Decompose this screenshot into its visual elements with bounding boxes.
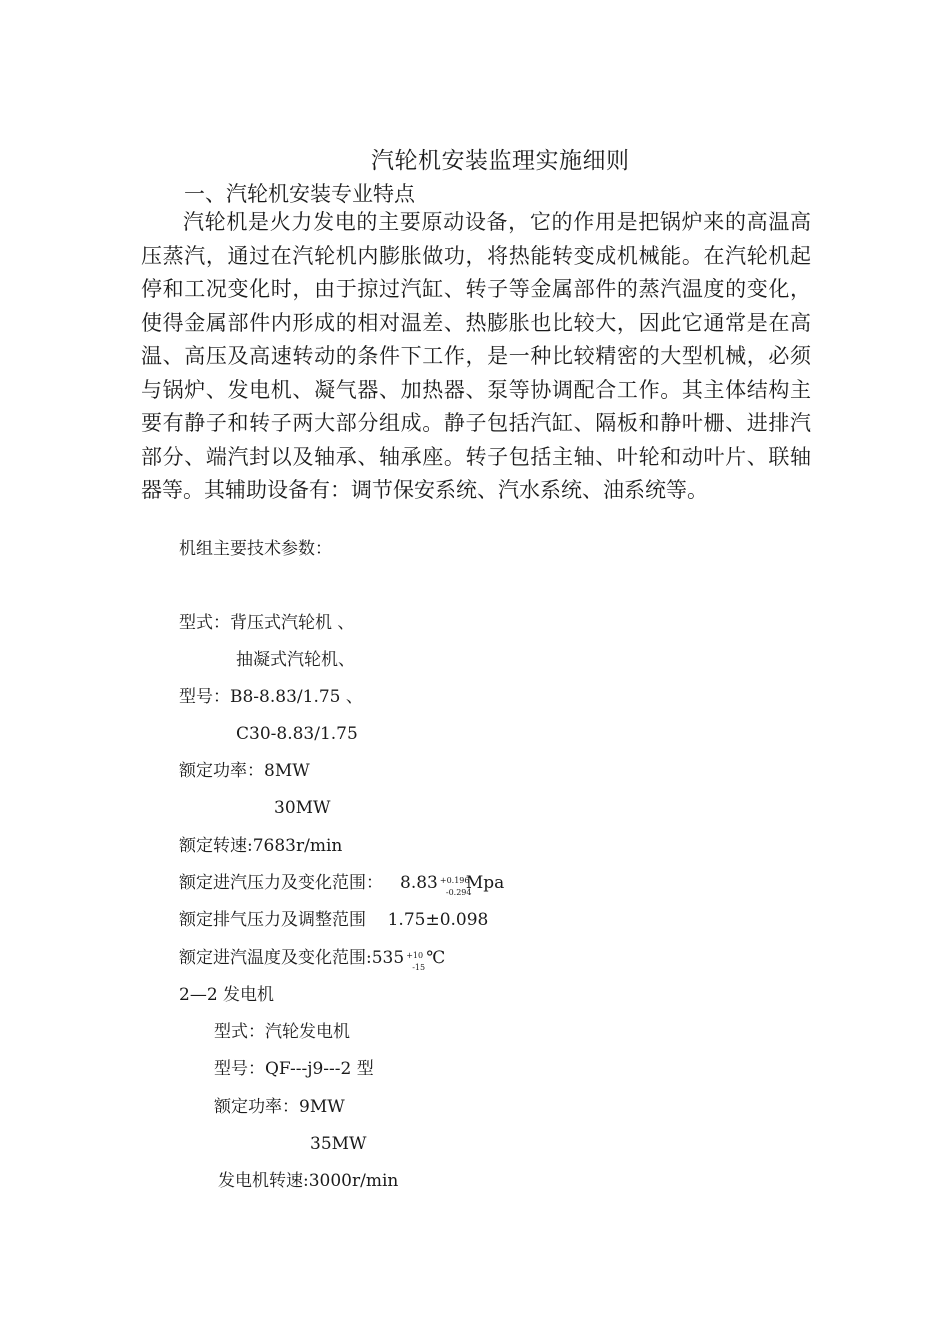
params-label: 机组主要技术参数： [179,539,332,559]
turbine-model-line2: C30-8.83/1.75 [236,724,358,744]
inlet-temp-unit: ℃ [426,948,446,968]
inlet-temp-tolerance [404,947,436,972]
generator-power-line1: 额定功率：9MW [214,1097,345,1117]
turbine-type-line1: 型式：背压式汽轮机 、 [179,613,355,633]
inlet-pressure-row [179,872,505,897]
generator-power-line2: 35MW [310,1134,367,1154]
generator-speed: 发电机转速:3000r/min [218,1171,399,1191]
generator-type: 型式：汽轮发电机 [214,1022,350,1042]
intro-paragraph: 汽轮机是火力发电的主要原动设备，它的作用是把锅炉来的高温高压蒸汽，通过在汽轮机内膨胀做功，将热能转变成机械能。在汽轮机起停和工况变化时，由于掠过汽缸、转子等金属部件的蒸汽温度的变化，使得金属部件内形成的相对温差、热膨胀也比较大，因此它通常是在高温、高压及高速转动的条件下工作，是一种比较精密的大型机械，必须与锅炉、发电机、凝气器、加热器、泵等协调配合工作。其主体结构主要有静子和转子两大部分组成。静子包括汽缸、隔板和静叶栅、进排汽部分、端汽封以及轴承、轴承座。转子包括主轴、叶轮和动叶片、联轴器等。其辅助设备有：调节保安系统、汽水系统、油系统等。 [141,210,811,502]
inlet-pressure-tol-up: +0.196 [439,876,470,885]
turbine-power-line2: 30MW [274,798,331,818]
section-heading: 一、汽轮机安装专业特点 [184,182,415,206]
generator-model: 型号：QF---j9---2 型 [214,1059,374,1079]
inlet-temp-tol-up: +10 [406,951,424,960]
inlet-pressure-label: 额定进汽压力及变化范围： [179,873,383,893]
inlet-pressure-unit: Mpa [465,873,505,893]
inlet-temp-row [179,947,446,972]
turbine-speed: 额定转速:7683r/min [179,836,343,856]
inlet-pressure-value: 8.83 [400,873,438,893]
inlet-temp-label: 额定进汽温度及变化范围:535 [179,948,405,968]
document-title: 汽轮机安装监理实施细则 [371,148,630,174]
inlet-pressure-tolerance [438,872,512,897]
turbine-model-line1: 型号：B8-8.83/1.75 、 [179,687,363,707]
turbine-type-line2: 抽凝式汽轮机、 [236,650,355,670]
generator-heading: 2—2 发电机 [179,985,275,1005]
inlet-temp-tol-down: -15 [412,963,426,972]
exhaust-pressure: 额定排气压力及调整范围 1.75±0.098 [179,910,489,930]
turbine-power-line1: 额定功率：8MW [179,761,310,781]
inlet-pressure-tol-down: -0.294 [445,888,472,897]
